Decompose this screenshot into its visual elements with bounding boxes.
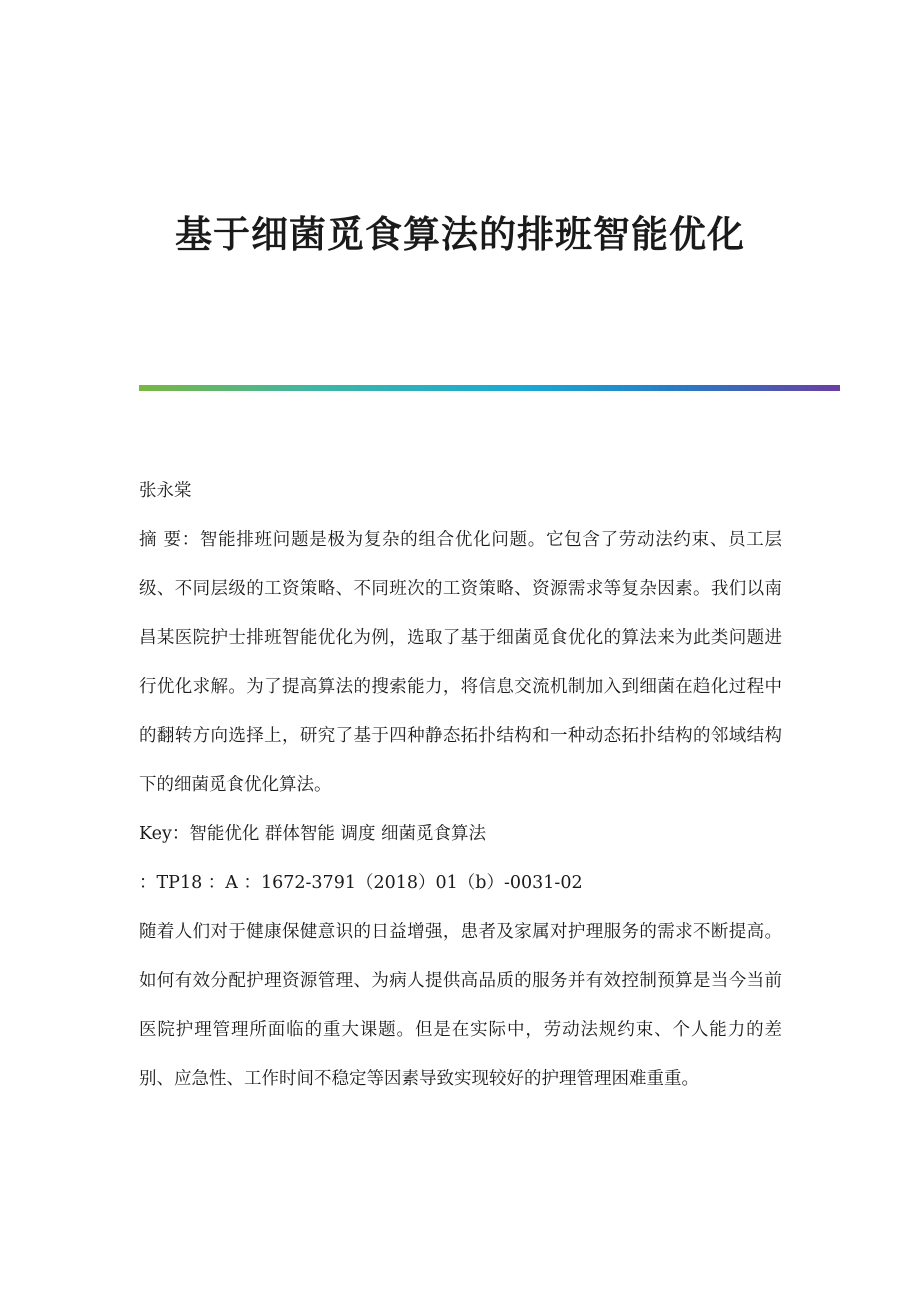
decorative-gradient-rule <box>139 385 840 391</box>
abstract-text: 智能排班问题是极为复杂的组合优化问题。它包含了劳动法约束、员工层级、不同层级的工资策略、不同班次的工资策略、资源需求等复杂因素。我们以南昌某医院护士排班智能优化为例，选取了基于细菌觅食优化的算法来为此类问题进行优化求解。为了提高算法的搜索能力，将信息交流机制加入到细菌在趋化过程中的翻转方向选择上，研究了基于四种静态拓扑结构和一种动态拓扑结构的邻域结构下的细菌觅食优化算法。 <box>139 530 782 795</box>
body-paragraph: 随着人们对于健康保健意识的日益增强，患者及家属对护理服务的需求不断提高。如何有效分配护理资源管理、为病人提供高品质的服务并有效控制预算是当今当前医院护理管理所面临的重大课题。但是在实际中，劳动法规约束、个人能力的差别、应急性、工作时间不稳定等因素导致实现较好的护理管理困难重重。 <box>139 922 782 1089</box>
classification-line: ：TP18 ：A ：1672-3791（2018）01（b）-0031-02 <box>139 873 583 893</box>
keywords-line <box>139 810 782 859</box>
keywords-label: Key： <box>139 824 190 844</box>
author-name: 张永棠 <box>139 481 192 501</box>
keywords-text: 智能优化 群体智能 调度 细菌觅食算法 <box>189 824 487 844</box>
abstract-label: 摘 要： <box>139 530 200 550</box>
document-body <box>139 467 782 1104</box>
document-title: 基于细菌觅食算法的排班智能优化 <box>175 212 745 256</box>
abstract-paragraph <box>139 516 782 810</box>
